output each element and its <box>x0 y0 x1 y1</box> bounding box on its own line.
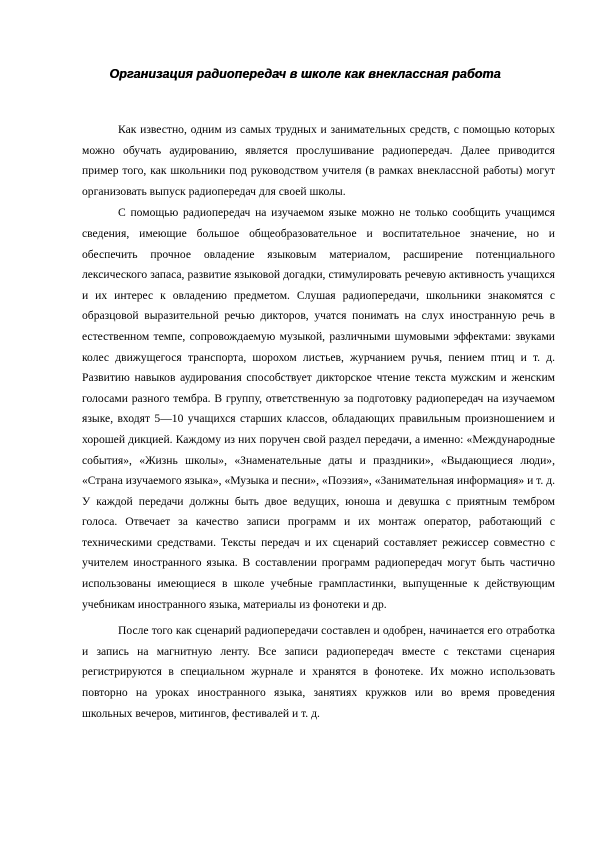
paragraph-intro: Как известно, одним из самых трудных и занимательных средств, с помощью которых можно обучать аудированию, является прослушивание радиопередач. Далее приводится пример того, как школьники под руководством учителя (в рамках внеклассной работы) могут организовать выпуск радиопередач для своей школы. <box>82 123 555 198</box>
document-body <box>82 120 555 724</box>
paragraph-conclusion: После того как сценарий радиопередачи составлен и одобрен, начинается его отработка и запись на магнитную ленту. Все записи радиопередач вместе с текстами сценария регистрируются в специальном журнале и хранятся в фонотеке. Их можно использовать повторно на уроках иностранного языка, занятиях кружков или во время проведения школьных вечеров, митингов, фестивалей и т. д. <box>82 624 555 720</box>
document-title: Организация радиопередач в школе как внеклассная работа <box>109 67 501 81</box>
paragraph-main: С помощью радиопередач на изучаемом языке можно не только сообщить учащимся сведения, имеющие большое общеобразовательное и воспитательное значение, но и обеспечить прочное овладение языковым материалом, расширение потенциального лексического запаса, развитие языковой догадки, стимулировать речевую активность учащихся и их интерес к овладению предметом. Слушая радиопередачи, школьники знакомятся с образцовой выразительной речью дикторов, учатся понимать на слух иностранную речь в естественном темпе, сопровождаемую музыкой, различными шумовыми эффектами: звуками колес движущегося транспорта, шорохом листьев, журчанием ручья, пением птиц и т. д. Развитию навыков аудирования способствует дикторское чтение текста мужским и женским голосами разного тембра. В группу, ответственную за подготовку радиопередач на изучаемом языке, входят 5—10 учащихся старших классов, обладающих правильным произношением и хорошей дикцией. Каждому из них поручен свой раздел передачи, а именно: «Международные события», «Жизнь школы», «Знаменательные даты и праздники», «Выдающиеся люди», «Страна изучаемого языка», «Музыка и песни», «Поэзия», «Занимательная информация» и т. д. У каждой передачи должны быть двое ведущих, юноша и девушка с приятным тембром голоса. Отвечает за качество записи программ и их монтаж оператор, работающий с техническими средствами. Тексты передач и их сценарий составляет режиссер совместно с учителем иностранного языка. В составлении программ радиопередач могут быть частично использованы имеющиеся в школе учебные грампластинки, выпущенные к действующим учебникам иностранного языка, материалы из фонотеки и др. <box>82 206 555 611</box>
